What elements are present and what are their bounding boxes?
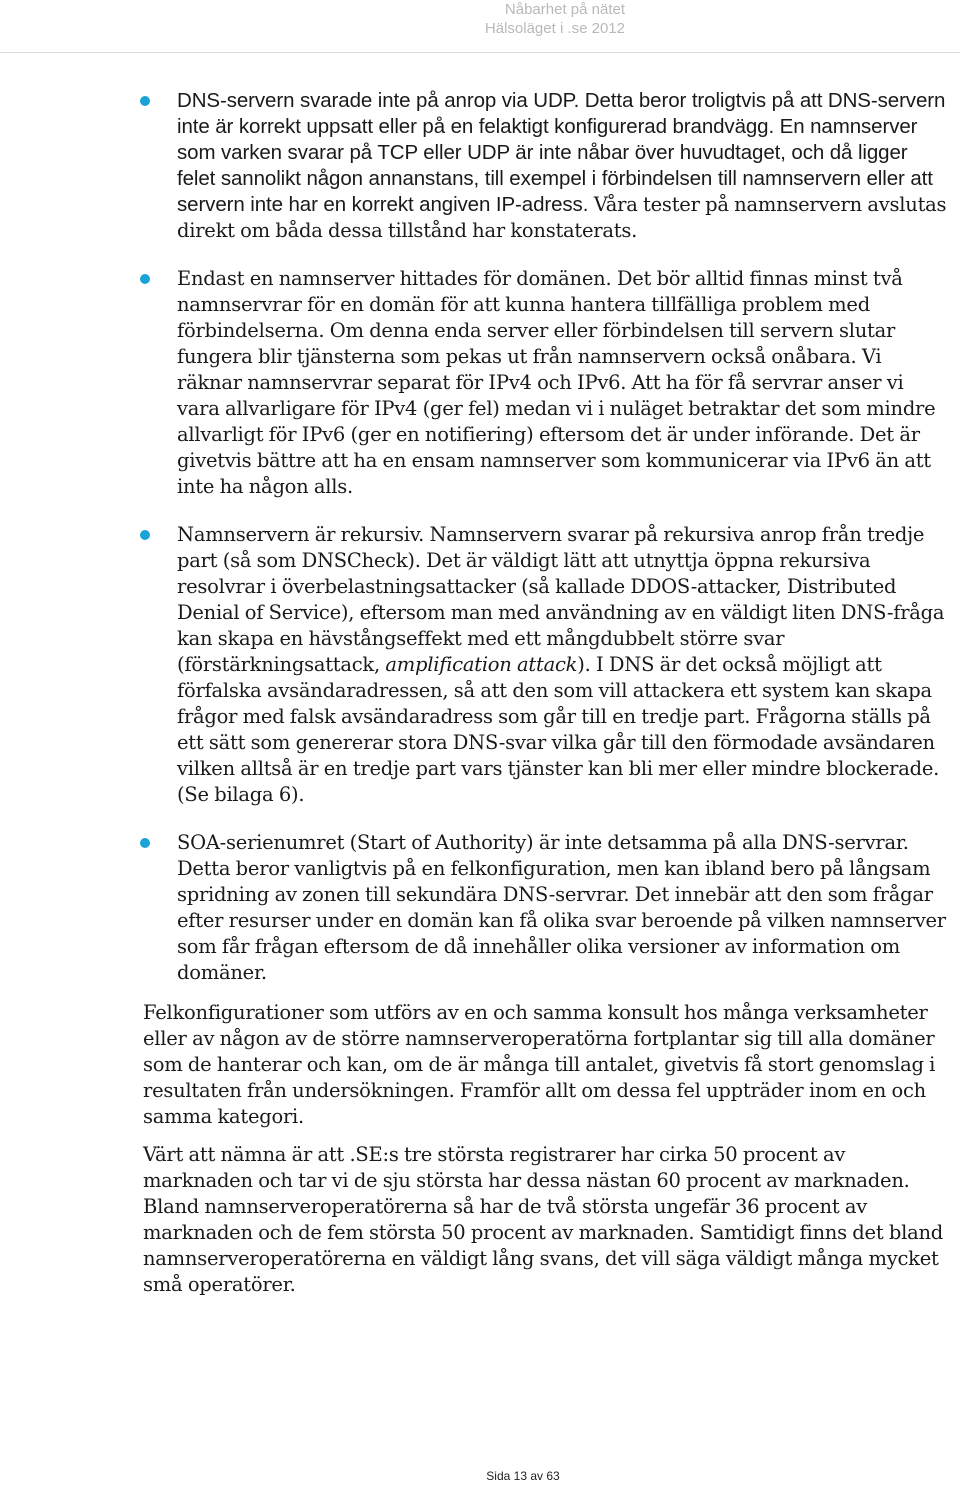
bullet-icon [140, 274, 150, 284]
bullet-text-part: Namnservern är rekursiv. Namnservern svarar på rekursiva anrop från tredje part (så som DNSCheck). Det är väldigt lätt att utnyttja öppna rekursiva resolvrar i överbelastningsattacker (så kallade DDOS-attacker, Distributed Denial of Service), eftersom man med användning av en väldigt liten DNS-fråga kan skapa en hävstångseffekt med ett mångdubbelt större svar (förstärkningsattack, [177, 523, 945, 676]
body-paragraph: Felkonfigurationer som utförs av en och samma konsult hos många verksamheter eller av någon av de större namnserveroperatörna fortplantar sig till alla domäner som de hanterar och kan, om de är många till antalet, givetvis få stort genomslag i resultaten från undersökningen. Framför allt om dessa fel uppträder inom en och samma kategori. [143, 1001, 936, 1128]
header-divider [0, 52, 960, 53]
bullet-icon [140, 530, 150, 540]
bullet-icon [140, 96, 150, 106]
bullet-text: SOA-serienumret (Start of Authority) är inte detsamma på alla DNS-servrar. Detta beror vanligtvis på en felkonfiguration, men kan ibland bero på långsam spridning av zonen till sekundära DNS-servrar. Det innebär att den som frågar efter resurser under en domän kan få olika svar beroende på vilken namnserver som får frågan eftersom de då innehåller olika versioner av information om domäner. [177, 831, 946, 984]
header-subtitle: Hälsoläget i .se 2012 [484, 20, 625, 37]
bullet-text [177, 522, 948, 808]
body-paragraph: Värt att nämna är att .SE:s tre största registrarer har cirka 50 procent av marknaden och tar vi de sju största har dessa nästan 60 procent av marknaden. Bland namnserveroperatörerna så har de två största ungefär 36 procent av marknaden och de fem största 50 procent av marknaden. Samtidigt finns det bland namnserveroperatörerna en väldigt lång svans, det vill säga väldigt många mycket små operatörer. [143, 1143, 944, 1296]
page-header [485, 0, 625, 38]
bullet-text-serif: Våra tester på namnservern avslutas direkt om båda dessa tillstånd har konstaterats. [177, 193, 947, 242]
bullet-text-emphasis: amplification attack [385, 653, 578, 676]
list-item [0, 522, 960, 808]
document-body [0, 88, 960, 1310]
bullet-text [177, 88, 948, 244]
list-item [0, 88, 960, 244]
header-title: Nåbarhet på nätet [504, 1, 625, 18]
bullet-text-sans: DNS-servern svarade inte på anrop via UDP. Detta beror troligtvis på att DNS-servern inte är korrekt uppsatt eller på en felaktigt konfigurerad brandvägg. En namnserver som varken svarar på TCP eller UDP är inte nåbar över huvudtaget, och då ligger felet sannolikt någon annanstans, till exempel i förbindelsen till namnservern eller att servern inte har en korrekt angiven IP-adress. [177, 89, 946, 216]
list-item [0, 830, 960, 986]
page-number: Sida 13 av 63 [486, 1469, 560, 1483]
bullet-icon [140, 838, 150, 848]
list-item [0, 266, 960, 500]
bullet-text-part: ). I DNS är det också möjligt att förfalska avsändaradressen, så att den som vill attackera ett system kan skapa frågor med falsk avsändaradress som går till en tredje part. Frågorna ställs på ett sätt som genererar stora DNS-svar vilka går till den förmodade avsändaren vilken alltså är en tredje part vars tjänster kan bli mer eller mindre blockerade. (Se bilaga 6). [177, 653, 940, 806]
bullet-text: Endast en namnserver hittades för domänen. Det bör alltid finnas minst två namnservrar för en domän för att kunna hantera tillfälliga problem med förbindelserna. Om denna enda server eller förbindelsen till servern slutar fungera blir tjänsterna som pekas ut från namnservern också onåbara. Vi räknar namnservrar separat för IPv4 och IPv6. Att ha för få servrar anser vi vara allvarligare för IPv4 (ger fel) medan vi i nuläget betraktar det som mindre allvarligt för IPv6 (ger en notifiering) eftersom det är under införande. Det är givetvis bättre att ha en ensam namnserver som kommunicerar via IPv6 än att inte ha någon alls. [177, 267, 936, 498]
